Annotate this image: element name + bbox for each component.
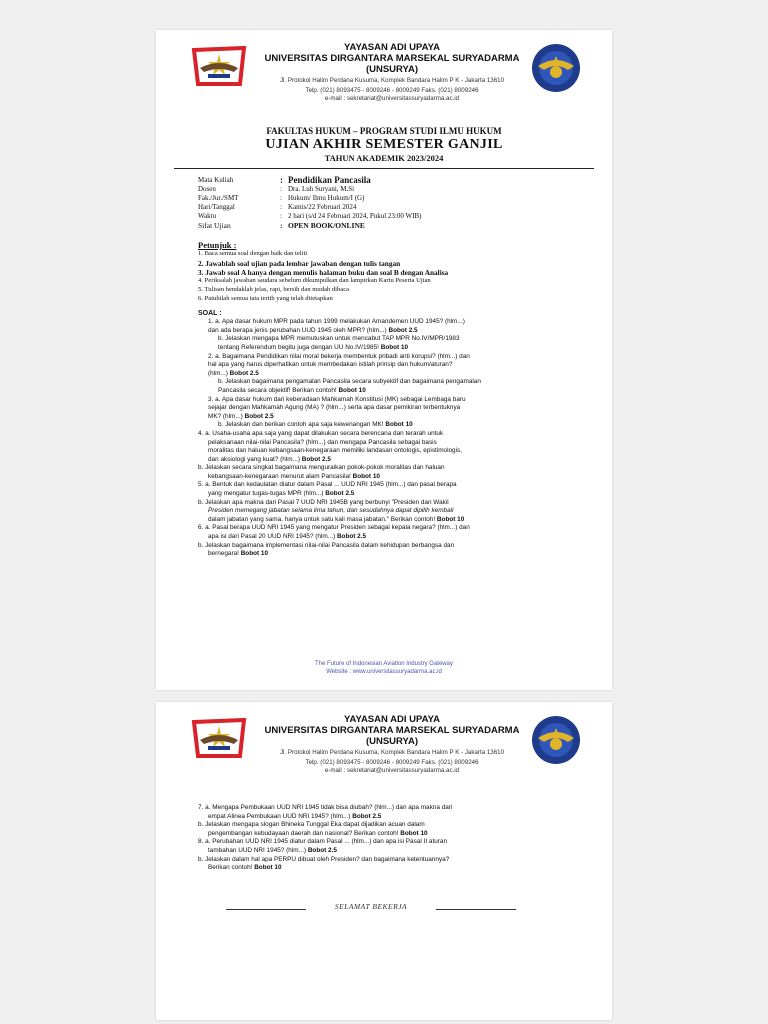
info-row: Mata Kuliah : Pendidikan Pancasila	[198, 175, 371, 185]
info-row: Hari/Tanggal : Kamis/22 Februari 2024	[198, 203, 357, 211]
course-name: Pendidikan Pancasila	[288, 175, 371, 185]
questions-section	[198, 804, 573, 873]
question-weight: Bobot 10	[436, 515, 465, 523]
question-line: 4. a. Usaha-usaha apa saja yang dapat dilakukan secara berencana dan terarah untuk	[198, 429, 444, 437]
question-line: bernegara! Bobot 10	[208, 550, 269, 558]
question-line: b. Jelaskan dan berikan contoh apa saja kewenangan MK! Bobot 10	[218, 421, 413, 429]
questions-heading: SOAL :	[198, 310, 222, 318]
question-line: Berikan contoh! Bobot 10	[208, 864, 282, 872]
faculty-program: FAKULTAS HUKUM – PROGRAM STUDI ILMU HUKUM	[266, 126, 502, 136]
question-line: moralitas dan haluan kebangsaan-kenegaraan memiliki landasan ontologis, epistimologis,	[208, 447, 463, 455]
question-line: kebangsaan-kenegaraan menurut alam Pancasila! Bobot 10	[208, 472, 380, 480]
phone: Telp. (021) 8093475 - 8009246 - 8009249 Faks. (021) 8009246	[305, 759, 479, 766]
question-line: yang mengatur tugas-tugas MPR (hlm...) Bobot 2.5	[208, 490, 355, 498]
university-abbr: (UNSURYA)	[365, 736, 419, 747]
question-line: b. Jelaskan apa makna dari Pasal 7 UUD NRI 1945B yang berbunyi "Presiden dan Wakil	[198, 498, 449, 506]
faculty-emblem-icon	[530, 42, 582, 94]
questions-list	[198, 804, 573, 873]
closing-line	[156, 902, 612, 916]
closing-rule-right	[436, 909, 516, 910]
document-page-1	[156, 30, 612, 690]
question-line: dalam jabatan yang sama, hanya untuk satu kali masa jabatan." Berikan contoh! Bobot 10	[208, 515, 465, 523]
letterhead	[156, 30, 612, 104]
address: Jl. Protokol Halim Perdana Kusuma, Komplek Bandara Halim P K - Jakarta 13610	[279, 77, 505, 84]
footer-tagline: The Future of Indonesian Aviation Industry Gateway	[315, 661, 453, 667]
foundation-name: YAYASAN ADI UPAYA	[344, 42, 440, 53]
question-line: 5. a. Bentuk dan kedaulatan diatur dalam Pasal ... UUD NRI 1945 (hlm...) dan pasal berapa	[198, 481, 457, 489]
instruction-item: 6. Patuhilah semua tata tertib yang telah ditetapkan	[198, 294, 333, 302]
question-weight: Bobot 2.5	[244, 412, 274, 420]
question-line: pengembangan kebudayaan daerah dan nasional? Berikan contoh! Bobot 10	[208, 829, 428, 837]
question-line: (hlm...) Bobot 2.5	[208, 369, 259, 377]
email: e-mail : sekretariat@universitassuryadarma.ac.id	[324, 767, 460, 774]
question-weight: Bobot 10	[380, 343, 409, 351]
page-footer	[156, 660, 612, 676]
question-line: sejajar dengan Mahkamah Agung (MA) ? (hlm...) serta apa dasar pemikiran terbentuknya	[208, 404, 461, 412]
question-line: b. Jelaskan secara singkat bagaimana menguraikan pokok-pokok moralitas dan haluan	[198, 464, 445, 472]
info-row: Fak./Jur./SMT : Hukum/ Ilmu Hukum/I (G)	[198, 194, 365, 202]
university-name: UNIVERSITAS DIRGANTARA MARSEKAL SURYADARMA	[264, 53, 520, 64]
question-line: MK? (hlm...) Bobot 2.5	[208, 412, 274, 420]
question-line: tentang Referendum begitu juga dengan UU No.IV/1985! Bobot 10	[218, 343, 409, 351]
question-line: empat Alinea Pembukaan UUD NRI 1945? (hlm...) Bobot 2.5	[208, 812, 382, 820]
foundation-name: YAYASAN ADI UPAYA	[344, 714, 440, 725]
exam-type: OPEN BOOK/ONLINE	[288, 221, 365, 230]
question-weight: Bobot 10	[240, 550, 269, 558]
question-line: b. Jelaskan bagaimana implementasi nilai-nilai Pancasila dalam kehidupan berbangsa dan	[198, 541, 455, 549]
question-line: 8. a. Perubahan UUD NRI 1945 diatur dalam Pasal ... (hlm...) dan apa isi Pasal II aturan	[198, 838, 448, 846]
question-weight: Bobot 10	[400, 829, 428, 837]
question-weight: Bobot 2.5	[307, 846, 337, 854]
faculty-emblem-icon	[530, 714, 582, 766]
question-line: tambahan UUD NRI 1945? (hlm...) Bobot 2.5	[208, 846, 337, 854]
instruction-item: 5. Tulisan hendaklah jelas, rapi, bersih dan mudah dibaca	[198, 286, 350, 293]
footer-website: Website : www.universitassuryadarma.ac.id	[326, 669, 442, 675]
letterhead	[156, 702, 612, 776]
question-weight: Bobot 10	[254, 864, 282, 872]
closing-text: SELAMAT BEKERJA	[334, 902, 408, 911]
address: Jl. Protokol Halim Perdana Kusuma, Komplek Bandara Halim P K - Jakarta 13610	[279, 749, 505, 756]
info-row: Sifat Ujian : OPEN BOOK/ONLINE	[198, 221, 365, 230]
question-line: dan ada berapa jenis perubahan UUD 1945 oleh MPR? (hlm...) Bobot 2.5	[208, 326, 418, 334]
lecturer: Dra. Luh Suryani, M.Si	[288, 185, 355, 193]
closing-rule-left	[226, 909, 306, 910]
document-page-2	[156, 702, 612, 1020]
question-weight: Bobot 10	[385, 421, 413, 429]
question-weight: Bobot 10	[352, 472, 380, 480]
question-line: 6. a. Pasal berapa UUD NRI 1945 yang mengatur Presiden sebagai kepala negara? (hlm...) dan	[198, 524, 470, 532]
question-line: Pancasila secara objektif! Berikan contoh! Bobot 10	[218, 386, 366, 394]
question-weight: Bobot 2.5	[336, 533, 367, 541]
instructions	[198, 240, 612, 303]
question-line: hal apa yang harus diperhatikan untuk membedakan istilah prinsip dan hukum/aturan?	[208, 361, 453, 369]
instruction-item: 2. Jawablah soal ujian pada lembar jawaban dengan tulis tangan	[198, 258, 401, 268]
question-line: pelaksanaan nilai-nilai Pancasila? (hlm...) dan mengapa Pancasila sebagai basis	[208, 438, 437, 446]
email: e-mail : sekretariat@universitassuryadarma.ac.id	[324, 95, 460, 102]
question-line: apa isi dari Pasal 20 UUD NRI 1945? (hlm...) Bobot 2.5	[208, 533, 367, 541]
instruction-item: 1. Baca semua soal dengan baik dan teliti	[198, 250, 308, 257]
exam-title: UJIAN AKHIR SEMESTER GANJIL	[265, 137, 503, 152]
academic-year: TAHUN AKADEMIK 2023/2024	[324, 153, 444, 163]
question-line: b. Jelaskan dalam hal apa PERPU dibuat oleh Presiden? dan bagaimana ketentuannya?	[198, 855, 450, 863]
title-divider	[174, 168, 594, 169]
exam-info	[198, 175, 612, 230]
instruction-item: 3. Jawab soal A hanya dengan menulis halaman buku dan soal B dengan Analisa	[198, 268, 449, 277]
info-row: Dosen : Dra. Luh Suryani, M.Si	[198, 185, 355, 193]
question-line: b. Jelaskan mengapa MPR memutuskan untuk mencabut TAP MPR No.IV/MPR/1983	[218, 335, 460, 343]
question-line: 3. a. Apa dasar hukum dari keberadaan Mahkamah Konstitusi (MK) sebagai Lembaga baru	[208, 395, 466, 403]
question-line: b. Jelaskan mengapa slogan Bhineka Tunggal Eka dapat dijadikan acuan dalam	[198, 821, 425, 829]
question-line: 7. a. Mengapa Pembukaan UUD NRI 1945 tidak bisa diubah? (hlm...) dan apa makna dari	[198, 804, 453, 811]
question-weight: Bobot 10	[338, 386, 366, 394]
instruction-item: 4. Periksalah jawaban saudara sebelum dikumpulkan dan lampirkan Kartu Peserta Ujian	[198, 277, 431, 285]
question-weight: Bobot 2.5	[388, 326, 418, 334]
question-weight: Bobot 2.5	[352, 812, 382, 820]
question-line: Presiden memegang jabatan selama lima tahun, dan sesudahnya dapat dipilih kembali	[208, 507, 454, 515]
question-line: 1. a. Apa dasar hukum MPR pada tahun 1999 melakukan Amandemen UUD 1945? (hlm...)	[208, 318, 465, 326]
instructions-heading: Petunjuk :	[198, 240, 237, 250]
info-row: Waktu : 2 hari (s/d 24 Februari 2024, Pukul 23:00 WIB)	[198, 212, 422, 220]
question-line: b. Jelaskan bagaimana pengamalan Pancasila secara subyektif dan bagaimana pengamalan	[218, 378, 481, 386]
question-weight: Bobot 2.5	[301, 455, 331, 463]
question-weight: Bobot 2.5	[325, 490, 355, 498]
question-line: dan aksiologi yang kuat? (hlm...) Bobot 2.5	[208, 455, 331, 463]
phone: Telp. (021) 8093475 - 8009246 - 8009249 Faks. (021) 8009246	[305, 87, 479, 94]
question-line: 2. a. Bagaimana Pendidikan nilai moral bekerja membentuk pribadi anti korupsi? (hlm...) dan	[208, 352, 470, 360]
questions-section	[198, 309, 573, 559]
university-abbr: (UNSURYA)	[365, 64, 419, 75]
unsurya-left-logo-icon	[190, 712, 248, 760]
university-name: UNIVERSITAS DIRGANTARA MARSEKAL SURYADARMA	[264, 725, 520, 736]
question-weight: Bobot 2.5	[229, 369, 259, 377]
unsurya-left-logo-icon	[190, 40, 248, 88]
questions-list	[198, 318, 573, 559]
exam-title-block	[156, 126, 612, 164]
